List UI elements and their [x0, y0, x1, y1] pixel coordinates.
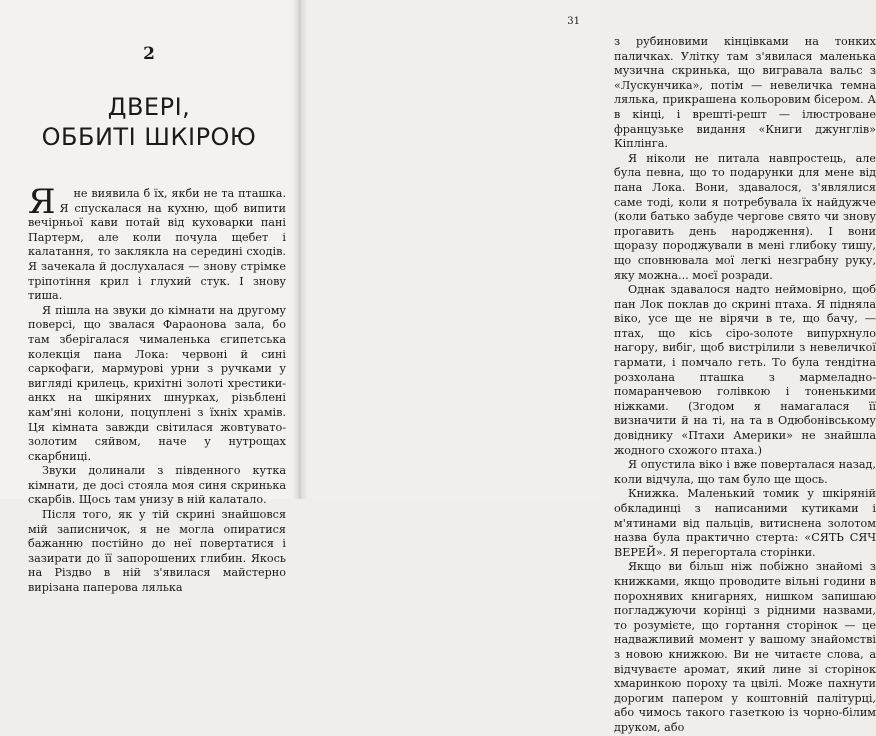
- left-page-body: [28, 182, 286, 596]
- paragraph: з рубиновими кінцівками на тонких паличках. Улітку там з'явилася маленька музична скринька, що вигравала вальс з «Лускунчика», потім — невеличка темна лялька, прикрашена кольоровим бісером. А в кінці, і врешті-решт — ілюстроване французьке видання «Книги джунглів» Кіплінга.: [614, 35, 876, 151]
- chapter-title-line2: ОББИТІ ШКІРОЮ: [41, 123, 257, 151]
- dropcap-letter: Я: [28, 182, 56, 222]
- page-number: 31: [567, 16, 580, 27]
- paragraph-text: не виявила б їх, якби не та пташка. Я спускалася на кухню, щоб випити вечірньої кави потай від куховарки пані Партерм, але коли почула щебет і калатання, то заклякла на середині сходів. Я зачекала й дослухалася — знову стрімке тріпотіння крил і глухий стук. І знову тиша.: [28, 187, 286, 303]
- paragraph: Книжка. Маленький томик у шкіряній обкладинці з написаними кутиками і м'ятинами від пальців, витиснена золотом назва була практично стерта: «СЯТЬ СЯЧ ВЕРЕЙ». Я перегортала сторінки.: [614, 487, 876, 559]
- book-gutter: [292, 0, 308, 499]
- left-page: [0, 0, 298, 595]
- paragraph: Звуки долинали з південного кутка кімнати, де досі стояла моя синя скринька скарбів. Щось там унизу в ній калатало.: [28, 464, 286, 507]
- paragraph: Однак здавалося надто неймовірно, щоб пан Лок поклав до скрині птаха. Я підняла віко, усе ще не вірячи в те, що бачу, — птах, що кісь сіро-золоте випурхнуло нагору, вибіг, щоб вистрілили з невеличкої гармати, і помчало геть. То була тендітна розхолана пташка з мармеладно-помаранчевою голівкою і тоненькими ніжками. (Згодом я намагалася її визначити й на ті, на та в Одюбонівському довіднику «Птахи Америки» не знайшла жодного схожого птаха.): [614, 283, 876, 457]
- paragraph: Якщо ви більш ніж побіжно знайомі з книжками, якщо проводите вільні години в порохнявих книгарнях, нишком запишаю погладжуючи корінці з рідними назвами, то розумієте, що гортання сторінок — це надважливий момент у вашому знайомстві з новою книжкою. Ви не читаєте слова, а відчуваєте аромат, який лине зі сторінок хмаринкою пороху та цвілі. Може пахнути дорогим папером у коштовній палітурці, або чимось такого газеткою із чорно-білим друком, або: [614, 560, 876, 734]
- paragraph: [28, 182, 286, 304]
- paragraph: Я пішла на звуки до кімнати на другому поверсі, що звалася Фараонова зала, бо там зберігалася чималенька єгипетська колекція пана Лока: червоні й сині саркофаги, мармурові урни з ручками у вигляді крилець, крихітні золоті хрестики-анкх на шкіряних шнурках, різьблені кам'яні колони, поцуплені з їхніх храмів. Ця кімната завжди світилася жовтувато-золотим сяйвом, наче у нутрощах скарбниці.: [28, 303, 286, 463]
- chapter-title: [0, 92, 298, 152]
- paragraph: Я ніколи не питала навпростець, але була певна, що то подарунки для мене від пана Лока. Вони, здавалося, з'являлися саме тоді, коли я потребувала їх найдужче (коли батько забуде чергове свято чи знову прогавить день народження). І вони щоразу породжували в мені глибоку тишу, що сповнювала мої легкі незграбну руку, яку можна... моєї розради.: [614, 151, 876, 282]
- right-page-body: [614, 35, 876, 736]
- chapter-number: 2: [143, 44, 155, 64]
- paragraph: Після того, як у тій скрині знайшовся мій записничок, я не могла опиратися бажанню постійно до неї повертатися і зазирати до її запорошених глибин. Якось на Різдво в ній з'явилася майстерно вирізана паперова лялька: [28, 508, 286, 595]
- paragraph: Я опустила віко і вже поверталася назад, коли відчула, що там було ще щось.: [614, 458, 876, 486]
- chapter-title-line1: ДВЕРІ,: [107, 93, 191, 121]
- right-page: [300, 0, 876, 734]
